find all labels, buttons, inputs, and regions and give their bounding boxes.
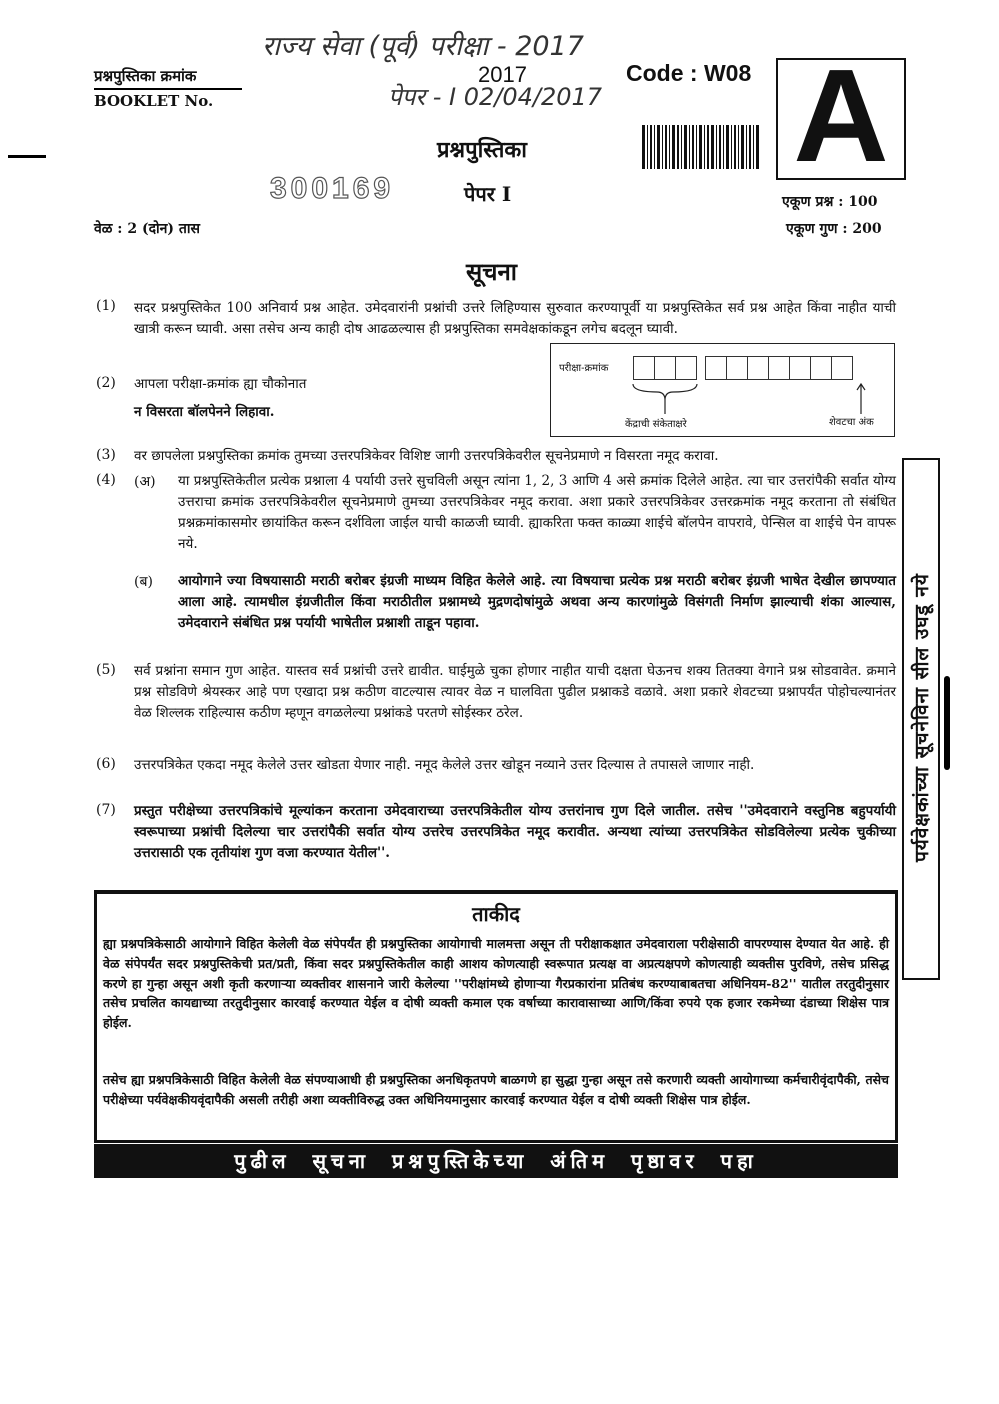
margin-mark	[8, 155, 46, 158]
exam-number-cell[interactable]	[831, 356, 853, 380]
set-letter-box	[776, 42, 906, 189]
item-4a-text: या प्रश्नपुस्तिकेतील प्रत्येक प्रश्नाला 4 पर्यायी उत्तरे सुचविली असून त्यांना 1, 2, 3 आणि 4 असे क्रमांक दिलेले आहेत. त्या चार उत्तरांपैकी सर्वात योग्य उत्तराचा क्रमांक उत्तरपत्रिकेवरील सूचनेप्रमाणे तुमच्या उत्तरपत्रिकेवर नमूद करावा. अशा प्रकारे उत्तरपत्रिकेवर उत्तरक्रमांक नमूद करताना तो संबंधित प्रश्नक्रमांकासमोर छायांकित करून दर्शविला जाईल याची काळजी घ्यावी. ह्याकरिता फक्त काळ्या शाईचे बॉलपेन वापरावे, पेन्सिल वा शाईचे पेन वापरू नये.	[178, 473, 896, 552]
handwritten-exam-title: राज्य सेवा (पूर्व) परीक्षा - 2017	[262, 31, 584, 62]
item-1-text: सदर प्रश्नपुस्तिकेत 100 अनिवार्य प्रश्न आहेत. उमेदवारांनी प्रश्नांची उत्तरे लिहिण्यास सुरुवात करण्यापूर्वी या प्रश्नपुस्तिकेत सर्व प्रश्न आहेत किंवा नाहीत याची खात्री करून घ्यावी. असा तसेच अन्य काही दोष आढळल्यास ही प्रश्नपुस्तिका समवेक्षकांकडून लगेच बदलून घ्यावी.	[134, 300, 896, 337]
side-seal-banner	[902, 458, 940, 980]
total-marks: एकूण गुण : 200	[786, 221, 882, 237]
item-2-text-ballpen: न विसरता बॉलपेनने लिहावा.	[134, 404, 275, 420]
item-4a-label: (अ)	[134, 474, 156, 490]
exam-number-cell[interactable]	[726, 356, 748, 380]
booklet-title: प्रश्नपुस्तिका	[437, 137, 527, 163]
item-2-text: आपला परीक्षा-क्रमांक ह्या चौकोनात	[134, 376, 307, 392]
exam-number-cells	[633, 356, 863, 380]
item-4-number: (4)	[96, 472, 116, 488]
exam-number-cell[interactable]	[747, 356, 769, 380]
item-5-text: सर्व प्रश्नांना समान गुण आहेत. यास्तव सर्व प्रश्नांची उत्तरे द्यावीत. घाईमुळे चुका होणार नाहीत याची दक्षता घेऊनच शक्य तितक्या वेगाने प्रश्न सोडवावेत. क्रमाने प्रश्न सोडविणे श्रेयस्कर आहे पण एखादा प्रश्न कठीण वाटल्यास त्यावर वेळ न घालविता पुढील प्रश्नाकडे वळावे. अशा प्रकारे शेवटच्या प्रश्नापर्यंत पोहोचल्यानंतर वेळ शिल्लक राहिल्यास कठीण म्हणून वगळलेल्या प्रश्नांकडे परतणे सोईस्कर ठरेल.	[134, 663, 896, 721]
side-tick-mark	[944, 676, 950, 770]
warning-paragraph-2: तसेच ह्या प्रश्नपत्रिकेसाठी विहित केलेली वेळ संपण्याआधी ही प्रश्नपुस्तिका अनधिकृतपणे बाळगणे हा सुद्धा गुन्हा असून तसे करणारी व्यक्ती आयोगाच्या कर्मचारीवृंदापैकी, तसेच परीक्षेच्या पर्यवेक्षकीयवृंदापैकी असली तरीही अशा व्यक्तीविरुद्ध उक्त अधिनियमानुसार कारवाई करण्यात येईल व दोषी व्यक्ती शिक्षेस पात्र होईल.	[103, 1072, 889, 1107]
item-6-number: (6)	[96, 756, 116, 772]
exam-number-cell[interactable]	[633, 356, 655, 380]
exam-number-cell[interactable]	[654, 356, 676, 380]
item-4b-label: (ब)	[134, 574, 153, 590]
item-5-number: (5)	[96, 662, 116, 678]
paper-label: पेपर I	[464, 182, 512, 206]
booklet-label-underline	[94, 88, 242, 90]
booklet-code: Code : W08	[626, 60, 752, 86]
warning-paragraph-1: ह्या प्रश्नपत्रिकेसाठी आयोगाने विहित केलेली वेळ संपेपर्यंत ही प्रश्नपुस्तिका आयोगाची मालमत्ता असून ती परीक्षाकक्षात उमेदवाराला परीक्षेसाठी वापरण्यास देण्यात येत आहे. ही वेळ संपेपर्यंत सदर प्रश्नपुस्तिकेची प्रत/प्रती, किंवा सदर प्रश्नपुस्तिकेतील काही आशय कोणत्याही स्वरूपात प्रत्यक्ष वा अप्रत्यक्षपणे कोणत्याही व्यक्तीस पुरविणे, तसेच प्रसिद्ध करणे हा गुन्हा असून अशी कृती करणाऱ्या व्यक्तीवर शासनाने जारी केलेल्या ''परीक्षांमध्ये होणाऱ्या गैरप्रकारांना प्रतिबंध करण्याबाबतचा अधिनियम-82'' यातील तरतुदीनुसार तसेच प्रचलित कायद्याच्या तरतुदीनुसार कारवाई करण्यात येईल व दोषी व्यक्ती कमाल एक वर्षाच्या कारावासाच्या आणि/किंवा रुपये एक हजार रकमेच्या दंडाच्या शिक्षेस पात्र होईल.	[103, 936, 889, 1031]
exam-number-label: परीक्षा-क्रमांक	[559, 363, 609, 374]
exam-number-cell[interactable]	[705, 356, 727, 380]
footer-banner	[94, 1144, 898, 1178]
barcode	[642, 125, 760, 169]
warning-box	[94, 890, 898, 1143]
booklet-label-marathi: प्रश्नपुस्तिका क्रमांक	[94, 67, 197, 85]
item-7-number: (7)	[96, 802, 116, 818]
warning-title: ताकीद	[472, 902, 520, 926]
item-6-text: उत्तरपत्रिकेत एकदा नमूद केलेले उत्तर खोडता येणार नाही. नमूद केलेले उत्तर खोडून नव्याने उत्तर दिल्यास ते तपासले जाणार नाही.	[134, 757, 755, 773]
exam-number-cell[interactable]	[810, 356, 832, 380]
exam-number-brace	[631, 382, 891, 418]
exam-year: 2017	[478, 62, 527, 87]
set-letter: A	[793, 42, 889, 189]
exam-number-cell[interactable]	[675, 356, 697, 380]
exam-last-digit-label: शेवटचा अंक	[829, 417, 874, 428]
item-4b-text: आयोगाने ज्या विषयासाठी मराठी बरोबर इंग्रजी माध्यम विहित केलेले आहे. त्या विषयाचा प्रत्येक प्रश्न मराठी बरोबर इंग्रजी भाषेत देखील छापण्यात आला आहे. त्यामधील इंग्रजीतील किंवा मराठीतील प्रश्नामध्ये मुद्रणदोषांमुळे अथवा अन्य कारणांमुळे विसंगती निर्माण झाल्याची शंका आल्यास, उमेदवाराने संबंधित प्रश्न पर्यायी भाषेतील प्रश्नाशी ताडून पहावा.	[178, 573, 896, 631]
booklet-label-english: BOOKLET No.	[94, 92, 214, 110]
exam-center-code-label: केंद्राची संकेताक्षरे	[625, 419, 687, 430]
side-seal-text: पर्यवेक्षकांच्या सूचनेविना सील उघडू नये	[911, 573, 933, 863]
total-questions: एकूण प्रश्न : 100	[782, 194, 878, 210]
item-3-text: वर छापलेला प्रश्नपुस्तिका क्रमांक तुमच्या उत्तरपत्रिकेवर विशिष्ट जागी उत्तरपत्रिकेवरील सूचनेप्रमाणे न विसरता नमूद करावा.	[134, 448, 719, 464]
handwritten-paper-date: पेपर - I 02/04/2017	[388, 83, 603, 111]
exam-number-box	[550, 343, 895, 437]
item-7-text: प्रस्तुत परीक्षेच्या उत्तरपत्रिकांचे मूल्यांकन करताना उमेदवाराच्या उत्तरपत्रिकेतील योग्य उत्तरांनाच गुण दिले जातील. तसेच ''उमेदवाराने वस्तुनिष्ठ बहुपर्यायी स्वरूपाच्या प्रश्नांची दिलेल्या चार उत्तरांपैकी सर्वात योग्य उत्तरेच उत्तरपत्रिकेत नमूद करावीत. अन्यथा त्यांच्या उत्तरपत्रिकेत सोडविलेल्या प्रत्येक चुकीच्या उत्तरासाठी एक तृतीयांश गुण वजा करण्यात येतील''.	[134, 803, 896, 861]
item-2-number: (2)	[96, 375, 116, 391]
item-3-number: (3)	[96, 447, 116, 463]
exam-number-cell[interactable]	[768, 356, 790, 380]
item-1-number: (1)	[96, 298, 116, 314]
booklet-number: 300169	[270, 172, 395, 205]
exam-number-cell[interactable]	[789, 356, 811, 380]
footer-banner-text: पुढील सूचना प्रश्नपुस्तिकेच्या अंतिम पृष्ठावर पहा	[234, 1149, 758, 1173]
exam-duration: वेळ : 2 (दोन) तास	[94, 221, 200, 237]
instructions-heading: सूचना	[466, 257, 517, 286]
